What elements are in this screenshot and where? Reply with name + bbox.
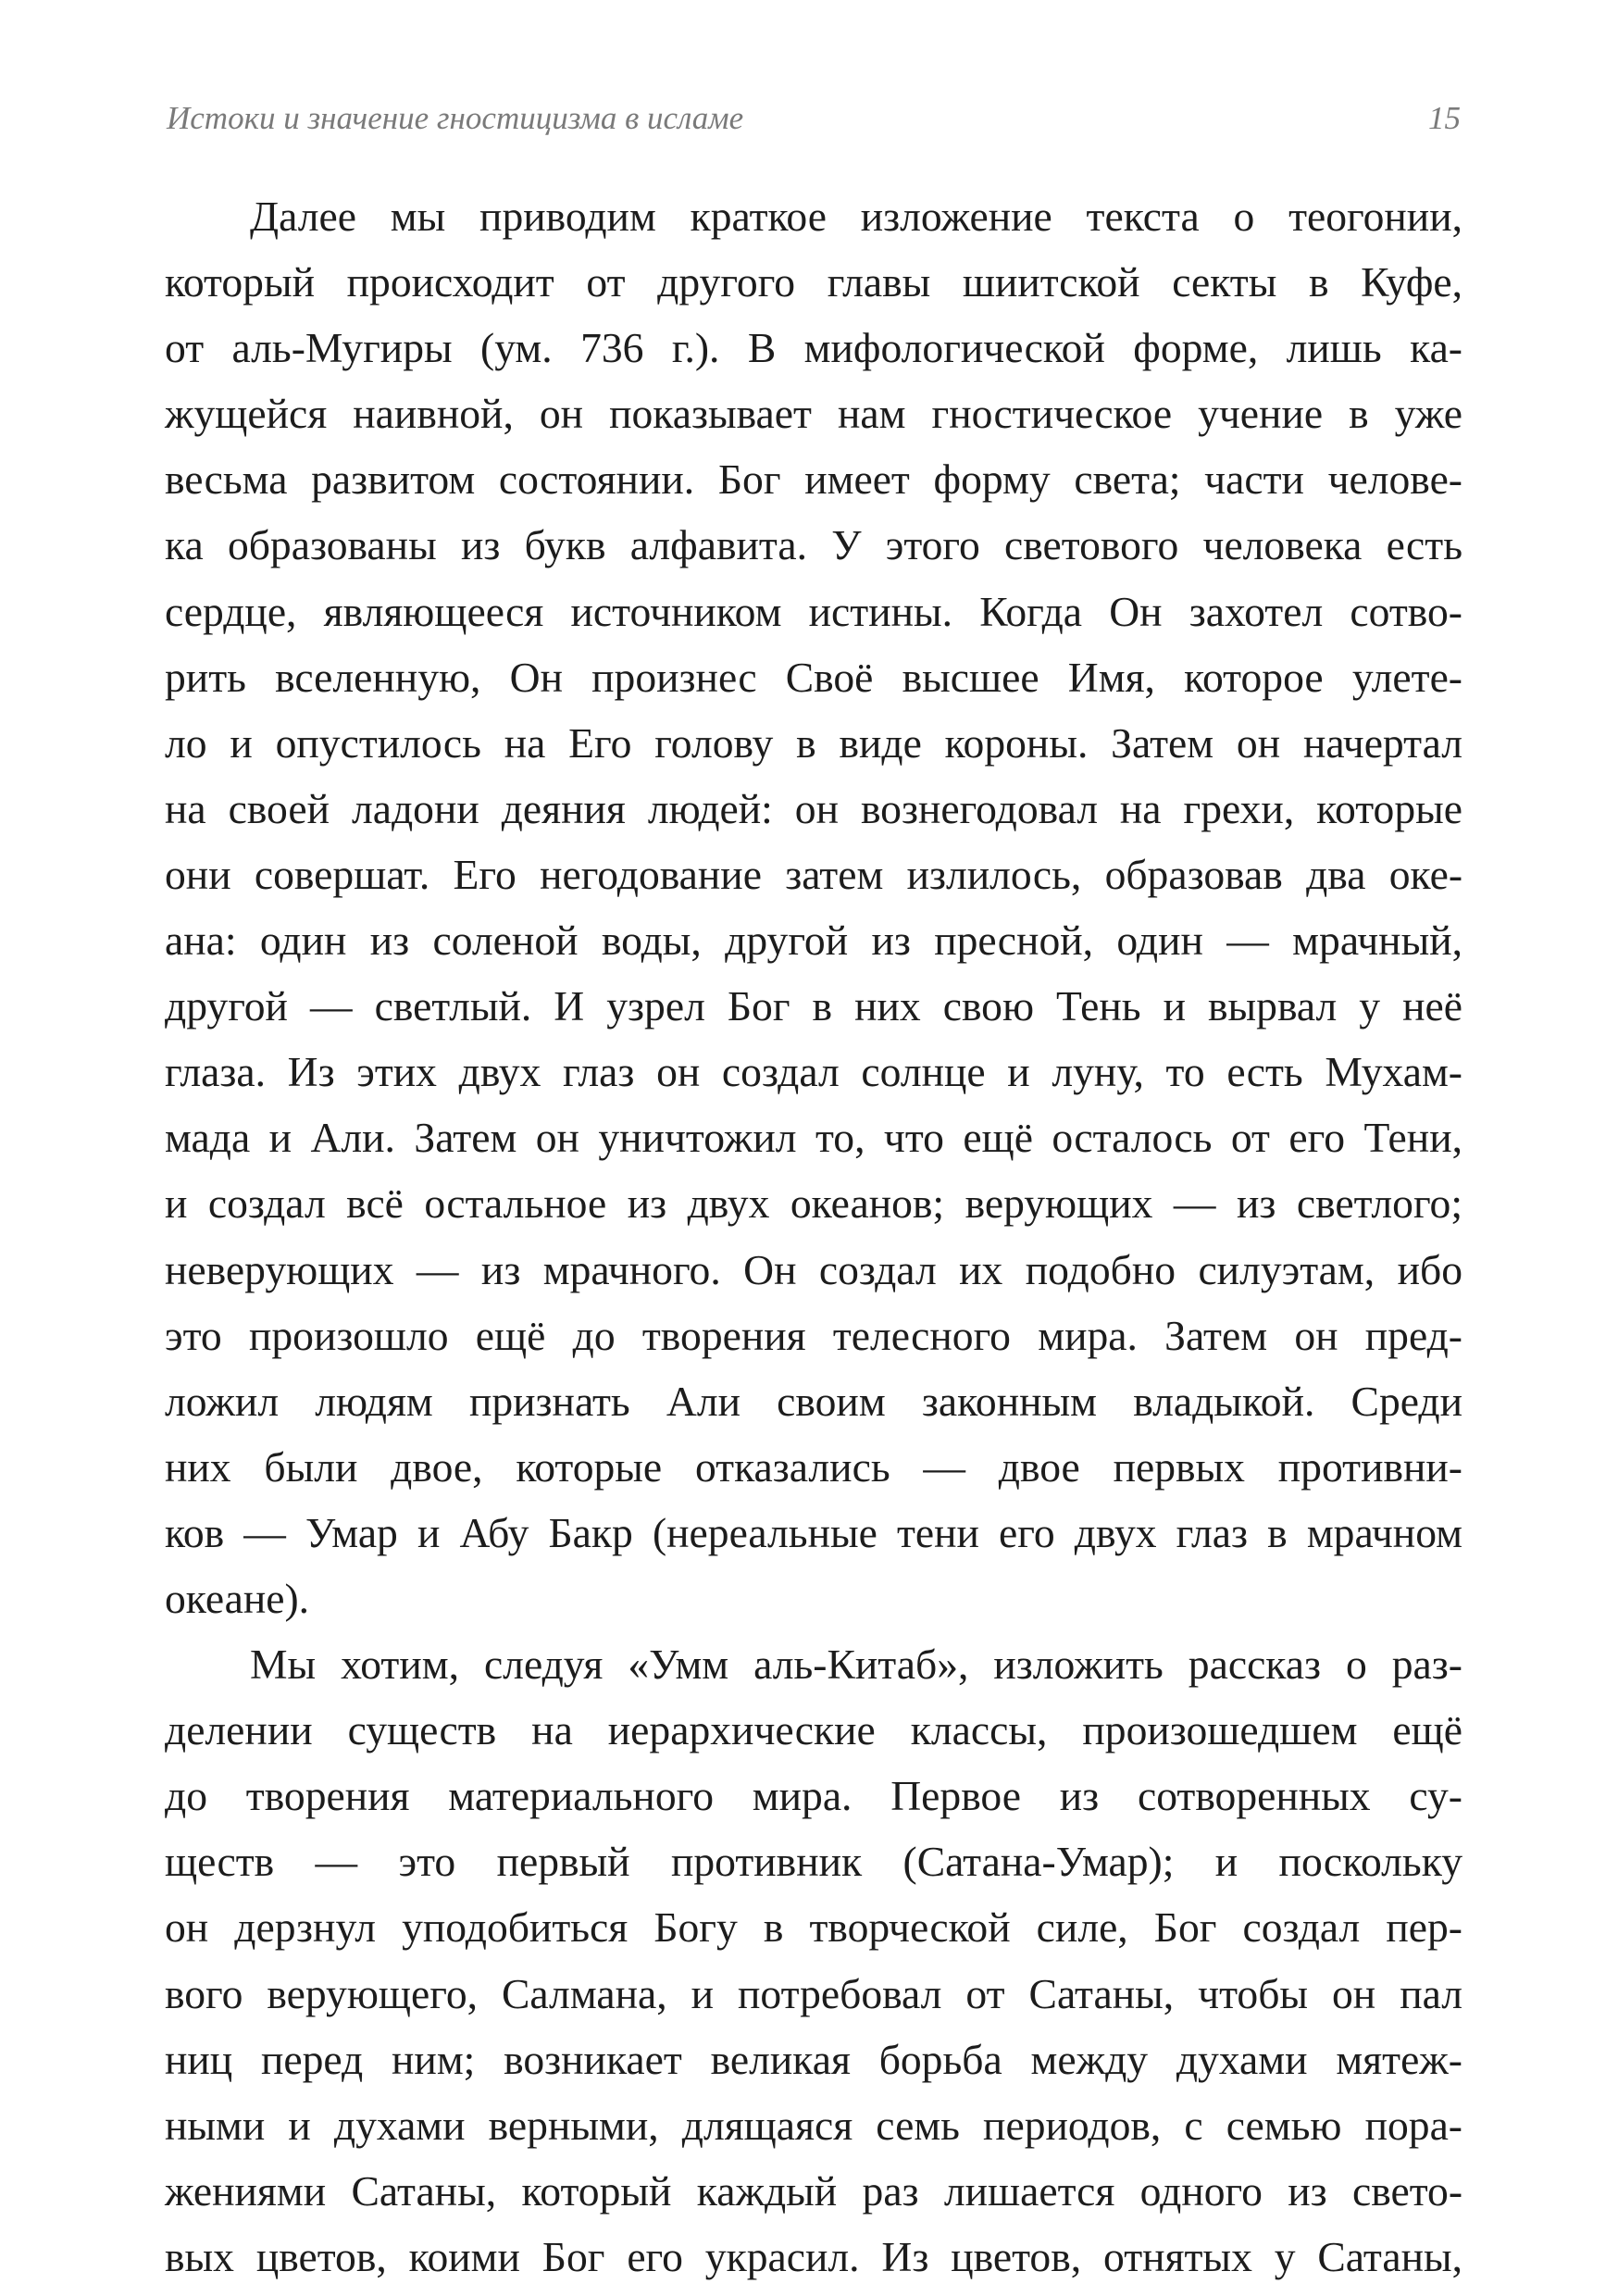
text-line: вых цветов, коими Бог его украсил. Из цветов, отнятых у Сатаны, <box>165 2232 1462 2280</box>
text-line: который происходит от другого главы шиитской секты в Куфе, <box>165 258 1462 306</box>
text-line: глаза. Из этих двух глаз он создал солнце и луну, то есть Мухам- <box>165 1048 1462 1096</box>
text-line: океане). <box>165 1574 310 1622</box>
text-line: он дерзнул уподобиться Богу в творческой силе, Бог создал пер- <box>165 1903 1462 1952</box>
text-line: жениями Сатаны, который каждый раз лишается одного из свето- <box>165 2166 1462 2215</box>
text-line: ка образованы из букв алфавита. У этого светового человека есть <box>165 521 1462 569</box>
text-line: сердце, являющееся источником истины. Когда Он захотел сотво- <box>165 587 1462 635</box>
text-line: другой — светлый. И узрел Бог в них свою Тень и вырвал у неё <box>165 982 1462 1030</box>
page-number: 15 <box>1428 100 1461 136</box>
text-line: них были двое, которые отказались — двое первых противни- <box>165 1442 1462 1491</box>
text-line: до творения материального мира. Первое из сотворенных су- <box>165 1772 1462 1820</box>
text-line: ными и духами верными, длящаяся семь периодов, с семью пора- <box>165 2101 1462 2149</box>
running-title: Истоки и значение гностицизма в исламе <box>167 100 744 136</box>
text-line: рить вселенную, Он произнес Своё высшее Имя, которое улете- <box>165 653 1462 701</box>
text-line: ниц перед ним; возникает великая борьба между духами мятеж- <box>165 2035 1462 2083</box>
text-line: Далее мы приводим краткое изложение текста о теогонии, <box>250 193 1462 240</box>
text-line: ло и опустилось на Его голову в виде короны. Затем он начертал <box>165 718 1462 767</box>
text-line: на своей ладони деяния людей: он вознегодовал на грехи, которые <box>165 784 1462 832</box>
text-line: делении существ на иерархические классы, произошедшем ещё <box>165 1706 1462 1754</box>
text-line: ложил людям признать Али своим законным владыкой. Среди <box>165 1377 1462 1425</box>
text-line: ществ — это первый противник (Сатана-Умар); и поскольку <box>165 1838 1462 1886</box>
text-line: от аль-Мугиры (ум. 736 г.). В мифологической форме, лишь ка- <box>165 324 1462 372</box>
paragraph-2 <box>165 1631 1462 2290</box>
text-line: и создал всё остальное из двух океанов; верующих — из светлого; <box>165 1179 1462 1228</box>
text-line: весьма развитом состоянии. Бог имеет форму света; части челове- <box>165 455 1462 504</box>
text-line: Мы хотим, следуя «Умм аль-Китаб», изложить рассказ о раз- <box>250 1641 1462 1689</box>
text-line: вого верующего, Салмана, и потребовал от Сатаны, чтобы он пал <box>165 1969 1462 2017</box>
paragraph-1 <box>165 183 1462 1631</box>
text-line: это произошло ещё до творения телесного мира. Затем он пред- <box>165 1311 1462 1359</box>
text-line: ана: один из соленой воды, другой из пресной, один — мрачный, <box>165 917 1462 965</box>
body-text <box>165 183 1462 2290</box>
running-head <box>167 100 1461 146</box>
text-line: они совершат. Его негодование затем излилось, образовав два оке- <box>165 850 1462 898</box>
text-line: мада и Али. Затем он уничтожил то, что ещё осталось от его Тени, <box>165 1114 1462 1162</box>
text-line: ков — Умар и Абу Бакр (нереальные тени его двух глаз в мрачном <box>165 1508 1462 1556</box>
text-line: жущейся наивной, он показывает нам гностическое учение в уже <box>165 390 1462 438</box>
text-line: неверующих — из мрачного. Он создал их подобно силуэтам, ибо <box>165 1245 1462 1293</box>
